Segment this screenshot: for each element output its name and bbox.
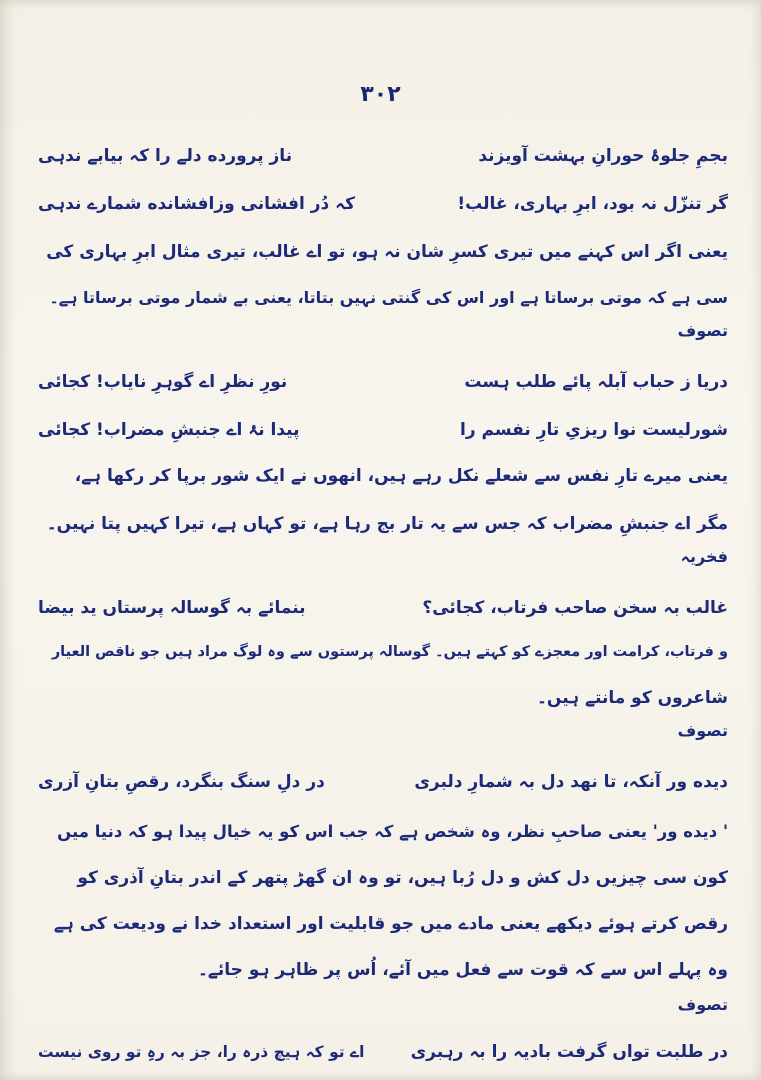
verse-first-half: دیده ور آنکہ، تا نهد دل بہ شمارِ دلبری <box>414 772 728 792</box>
verse-line <box>38 414 728 446</box>
verse-second-half: کہ دُر افشانی وزافشانده شمارے ندہی <box>38 194 356 214</box>
verse-line <box>38 592 728 624</box>
prose-line: رقص کرتے ہوئے دیکھے یعنی مادے میں جو قابلیت اور استعداد خدا نے ودیعت کی ہے <box>53 914 728 934</box>
verse-second-half: در دلِ سنگ بنگرد، رقصِ بتانِ آزری <box>38 772 325 792</box>
prose-line: سی ہے کہ موتی برساتا ہے اور اس کی گنتی نہیں بتاتا، یعنی بے شمار موتی برساتا ہے۔ <box>49 288 728 307</box>
verse-line <box>38 766 728 798</box>
verse-first-half: بجمِ جلوۂ حورانِ بہشت آویزند <box>478 146 728 166</box>
verse-second-half: نورِ نظرِ اے گوہرِ نایاب! کجائی <box>38 372 288 392</box>
prose-line: کون سی چیزیں دل کش و دل رُبا ہیں، تو وہ ان گھڑ پتھر کے اندر بتانِ آذری کو <box>77 868 728 888</box>
prose-line: و فرتاب، کرامت اور معجزے کو کہتے ہیں۔ گوسالہ پرستوں سے وہ لوگ مراد ہیں جو ناقص العیار <box>51 644 728 660</box>
text-body <box>38 0 728 1080</box>
verse-second-half: اے تو کہ ہیچ ذرہ را، جز بہ رہِ تو روی نیست <box>38 1043 365 1061</box>
verse-first-half: در طلبت تواں گرفت بادیہ را بہ رہبری <box>410 1042 728 1062</box>
verse-second-half: پیدا نۂ اے جنبشِ مضراب! کجائی <box>38 420 300 440</box>
verse-line <box>38 1036 728 1068</box>
section-heading: تصوف <box>677 995 728 1014</box>
verse-second-half: بنمائے بہ گوسالہ پرستاں ید بیضا <box>38 598 306 618</box>
section-heading: تصوف <box>677 721 728 740</box>
verse-first-half: گر تنزّل نہ بود، ابرِ بہاری، غالب! <box>457 194 728 214</box>
verse-line <box>38 140 728 172</box>
verse-first-half: شورلیست نوا ریزیِ تارِ نفسم را <box>460 420 728 440</box>
prose-line: وہ پہلے اس سے کہ قوت سے فعل میں آئے، اُس پر ظاہر ہو جائے۔ <box>197 960 728 980</box>
verse-second-half: ناز پرورده دلے را کہ بیابے ندہی <box>38 146 293 166</box>
prose-line: مگر اے جنبشِ مضراب کہ جس سے یہ تار بج رہا ہے، تو کہاں ہے، تیرا کہیں پتا نہیں۔ <box>46 514 728 534</box>
verse-first-half: دریا ز حباب آبلہ پائے طلب ہست <box>464 372 728 392</box>
prose-line: یعنی اگر اس کہنے میں تیری کسرِ شان نہ ہو، تو اے غالب، تیری مثال ابرِ بہاری کی <box>46 242 728 262</box>
prose-line: شاعروں کو مانتے ہیں۔ <box>536 688 728 708</box>
verse-line <box>38 366 728 398</box>
section-heading: تصوف <box>677 321 728 340</box>
verse-line <box>38 188 728 220</box>
section-heading: فخریہ <box>680 547 728 566</box>
prose-line: یعنی میرے تارِ نفس سے شعلے نکل رہے ہیں، انھوں نے ایک شور برپا کر رکھا ہے، <box>74 466 728 486</box>
page-number: ۳۰۲ <box>360 82 401 107</box>
prose-line: ' دیده ور' یعنی صاحبِ نظر، وہ شخص ہے کہ جب اس کو یہ خیال پیدا ہو کہ دنیا میں <box>57 822 728 841</box>
verse-first-half: غالب بہ سخن صاحب فرتاب، کجائی؟ <box>422 598 728 618</box>
